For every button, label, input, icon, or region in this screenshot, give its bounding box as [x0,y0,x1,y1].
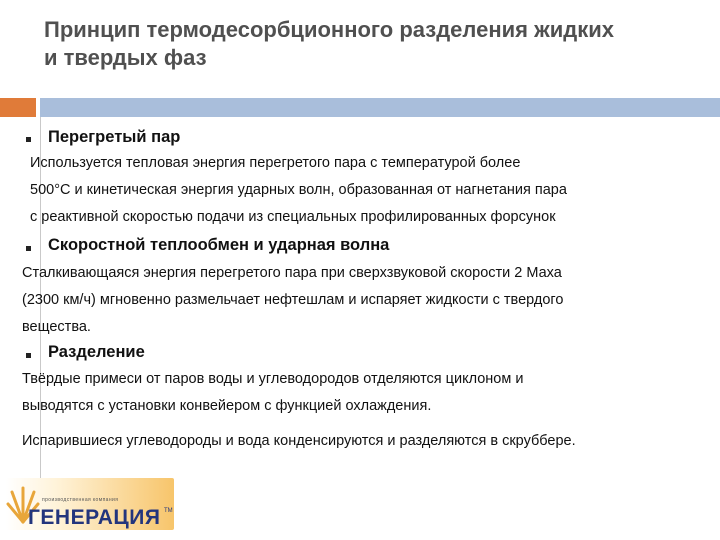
section-text-line: выводятся с установки конвейером с функцией охлаждения. [22,398,432,414]
logo-name: ГЕНЕРАЦИЯ [28,506,161,529]
section-text-line: 500°С и кинетическая энергия ударных волн, образованная от нагнетания пара [30,182,567,198]
accent-bar [0,98,36,117]
section-text-line: (2300 км/ч) мгновенно размельчает нефтешлам и испаряет жидкости с твердого [22,292,564,308]
bullet-icon [26,137,31,142]
section-heading-heat-exchange: Скоростной теплообмен и ударная волна [48,236,390,254]
header-band [40,98,720,117]
logo-tagline: производственная компания [42,497,119,503]
company-logo [6,478,174,532]
section-text-steam [30,150,567,231]
section-text-line: Сталкивающаяся энергия перегретого пара при сверхзвуковой скорости 2 Маха [22,265,562,281]
section-heading-steam: Перегретый пар [48,128,181,146]
section-text-separation [22,366,523,420]
section-heading-separation: Разделение [48,343,145,361]
section-text-line: с реактивной скоростью подачи из специальных профилированных форсунок [30,209,556,225]
closing-text: Испарившиеся углеводороды и вода конденсируются и разделяются в скруббере. [22,433,576,449]
section-text-heat-exchange [22,260,563,341]
section-text-line: вещества. [22,319,91,335]
bullet-icon [26,353,31,358]
section-text-line: Используется тепловая энергия перегретого пара с температурой более [30,155,521,171]
section-text-line: Твёрдые примеси от паров воды и углеводородов отделяются циклоном и [22,371,524,387]
slide-title [44,16,704,72]
trademark-mark: TM [164,508,173,514]
bullet-icon [26,246,31,251]
title-line-1: Принцип термодесорбционного разделения жидких [44,17,614,42]
title-line-2: и твердых фаз [44,45,207,70]
